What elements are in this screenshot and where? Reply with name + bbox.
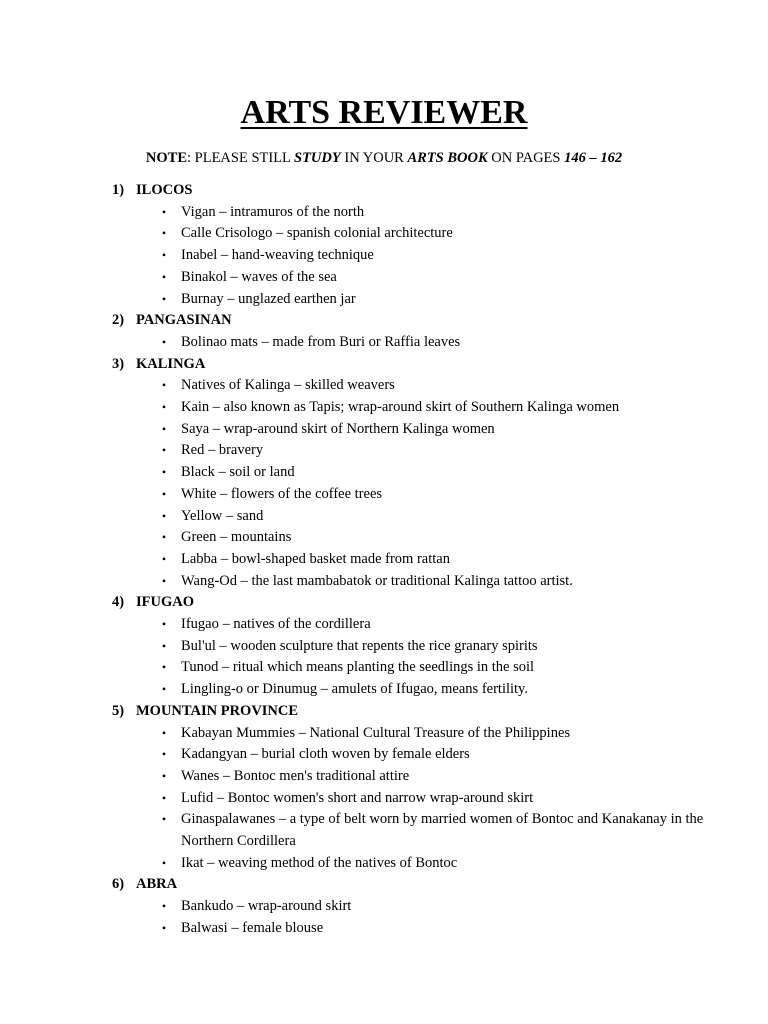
bullet-icon: • xyxy=(161,421,167,436)
list-item xyxy=(112,332,732,354)
list-item-text: Bankudo – wrap-around skirt xyxy=(181,898,352,915)
list-item-text: Tunod – ritual which means planting the seedlings in the soil xyxy=(181,659,535,676)
section-number: 6) xyxy=(112,876,125,893)
list-item-text: Balwasi – female blouse xyxy=(181,919,324,936)
bullet-icon: • xyxy=(161,269,167,284)
list-item-text: Kabayan Mummies – National Cultural Treasure of the Philippines xyxy=(181,724,571,741)
list-item-text: Vigan – intramuros of the north xyxy=(181,203,365,220)
list-item-text: Lingling-o or Dinumug – amulets of Ifugao, means fertility. xyxy=(181,681,528,698)
bullet-icon: • xyxy=(161,638,167,653)
bullet-icon: • xyxy=(161,812,167,827)
section-name: IFUGAO xyxy=(136,594,194,611)
bullet-icon: • xyxy=(161,617,167,631)
list-item xyxy=(112,245,732,267)
note-book: ARTS BOOK xyxy=(407,150,488,166)
list-item xyxy=(112,896,732,918)
list-item xyxy=(112,809,732,852)
list-item xyxy=(112,506,732,528)
study-note xyxy=(0,150,768,167)
list-item xyxy=(112,419,732,441)
list-item xyxy=(112,744,732,766)
note-text-3: ON PAGES xyxy=(487,150,565,166)
note-text-2: IN YOUR xyxy=(340,150,408,166)
list-item xyxy=(112,614,732,636)
list-item-text: Lufid – Bontoc women's short and narrow wrap-around skirt xyxy=(181,789,534,806)
list-item xyxy=(112,766,732,788)
list-item xyxy=(112,223,732,245)
bullet-icon: • xyxy=(161,248,167,263)
list-item-text: Kadangyan – burial cloth woven by female elders xyxy=(181,746,470,763)
list-item xyxy=(112,440,732,462)
note-label: NOTE xyxy=(145,150,187,166)
list-item xyxy=(112,723,732,745)
section-name: PANGASINAN xyxy=(136,312,232,329)
bullet-icon: • xyxy=(161,768,167,783)
section-number: 2) xyxy=(112,312,125,329)
list-item xyxy=(112,571,732,593)
list-item-text: Saya – wrap-around skirt of Northern Kalinga women xyxy=(181,420,495,437)
list-item xyxy=(112,267,732,289)
section-name: ILOCOS xyxy=(136,182,193,198)
section-number: 4) xyxy=(112,594,125,611)
list-item xyxy=(112,202,732,224)
note-text-1: : PLEASE STILL xyxy=(187,150,295,166)
bullet-icon: • xyxy=(161,226,167,241)
bullet-icon: • xyxy=(161,399,167,414)
section-number: 5) xyxy=(112,702,125,719)
bullet-icon: • xyxy=(161,682,167,697)
bullet-icon: • xyxy=(161,465,167,480)
list-item xyxy=(112,527,732,549)
list-item-text: Yellow – sand xyxy=(181,507,264,524)
bullet-icon: • xyxy=(161,334,167,349)
list-item xyxy=(112,657,732,679)
bullet-icon: • xyxy=(161,378,167,393)
list-item-text: Red – bravery xyxy=(181,442,264,459)
bullet-icon: • xyxy=(161,855,167,870)
list-item xyxy=(112,289,732,311)
list-item xyxy=(112,462,732,484)
bullet-icon: • xyxy=(161,291,167,306)
list-item-text: Inabel – hand-weaving technique xyxy=(181,247,374,264)
section-heading xyxy=(112,592,732,614)
list-item xyxy=(112,636,732,658)
list-item xyxy=(112,484,732,506)
bullet-icon: • xyxy=(161,443,167,458)
list-item xyxy=(112,397,732,419)
bullet-icon: • xyxy=(161,486,167,501)
bullet-icon: • xyxy=(161,725,167,740)
list-item xyxy=(112,375,732,397)
note-study: STUDY xyxy=(294,150,341,166)
bullet-icon: • xyxy=(161,790,167,805)
list-item-text: Green – mountains xyxy=(181,529,292,546)
section-list xyxy=(112,180,732,940)
bullet-icon: • xyxy=(161,660,167,675)
list-item-text: Kain – also known as Tapis; wrap-around skirt of Southern Kalinga women xyxy=(181,398,620,415)
section-heading xyxy=(112,354,732,376)
bullet-icon: • xyxy=(161,508,167,523)
page-title: ARTS REVIEWER xyxy=(240,94,528,131)
list-item-text: Calle Crisologo – spanish colonial architecture xyxy=(181,225,453,242)
bullet-icon: • xyxy=(161,573,167,588)
list-item-text: Wanes – Bontoc men's traditional attire xyxy=(181,767,410,784)
section-name: ABRA xyxy=(136,876,178,893)
section-heading xyxy=(112,874,732,896)
list-item-text: White – flowers of the coffee trees xyxy=(181,485,383,502)
section-name: MOUNTAIN PROVINCE xyxy=(136,702,299,719)
list-item-text: Natives of Kalinga – skilled weavers xyxy=(181,377,395,394)
bullet-icon: • xyxy=(161,530,167,545)
list-item xyxy=(112,853,732,875)
list-item-text: Ifugao – natives of the cordillera xyxy=(181,616,371,632)
list-item-text: Labba – bowl-shaped basket made from rattan xyxy=(181,550,450,567)
list-item xyxy=(112,549,732,571)
section-heading xyxy=(112,701,732,723)
list-item-text: Bul'ul – wooden sculpture that repents the rice granary spirits xyxy=(181,637,538,654)
bullet-icon: • xyxy=(161,747,167,762)
section-heading xyxy=(112,310,732,332)
note-pages: 146 – 162 xyxy=(564,150,623,166)
list-item xyxy=(112,918,732,940)
list-item xyxy=(112,788,732,810)
list-item-text: Bolinao mats – made from Buri or Raffia leaves xyxy=(181,333,461,350)
bullet-icon: • xyxy=(161,920,167,935)
section-heading xyxy=(112,180,732,202)
section-number: 1) xyxy=(112,182,125,198)
section-number: 3) xyxy=(112,355,125,372)
list-item-text: Ikat – weaving method of the natives of Bontoc xyxy=(181,854,458,871)
list-item-text: Wang-Od – the last mambabatok or traditional Kalinga tattoo artist. xyxy=(181,572,573,589)
bullet-icon: • xyxy=(161,204,167,219)
list-item-text: Black – soil or land xyxy=(181,464,295,481)
bullet-icon: • xyxy=(161,899,167,914)
section-name: KALINGA xyxy=(136,355,206,372)
list-item xyxy=(112,679,732,701)
bullet-icon: • xyxy=(161,551,167,566)
list-item-text: Binakol – waves of the sea xyxy=(181,268,337,285)
list-item-text: Burnay – unglazed earthen jar xyxy=(181,290,356,307)
list-item-text: Ginaspalawanes – a type of belt worn by married women of Bontoc and Kanakanay in the Northern Cordillera xyxy=(181,811,704,850)
